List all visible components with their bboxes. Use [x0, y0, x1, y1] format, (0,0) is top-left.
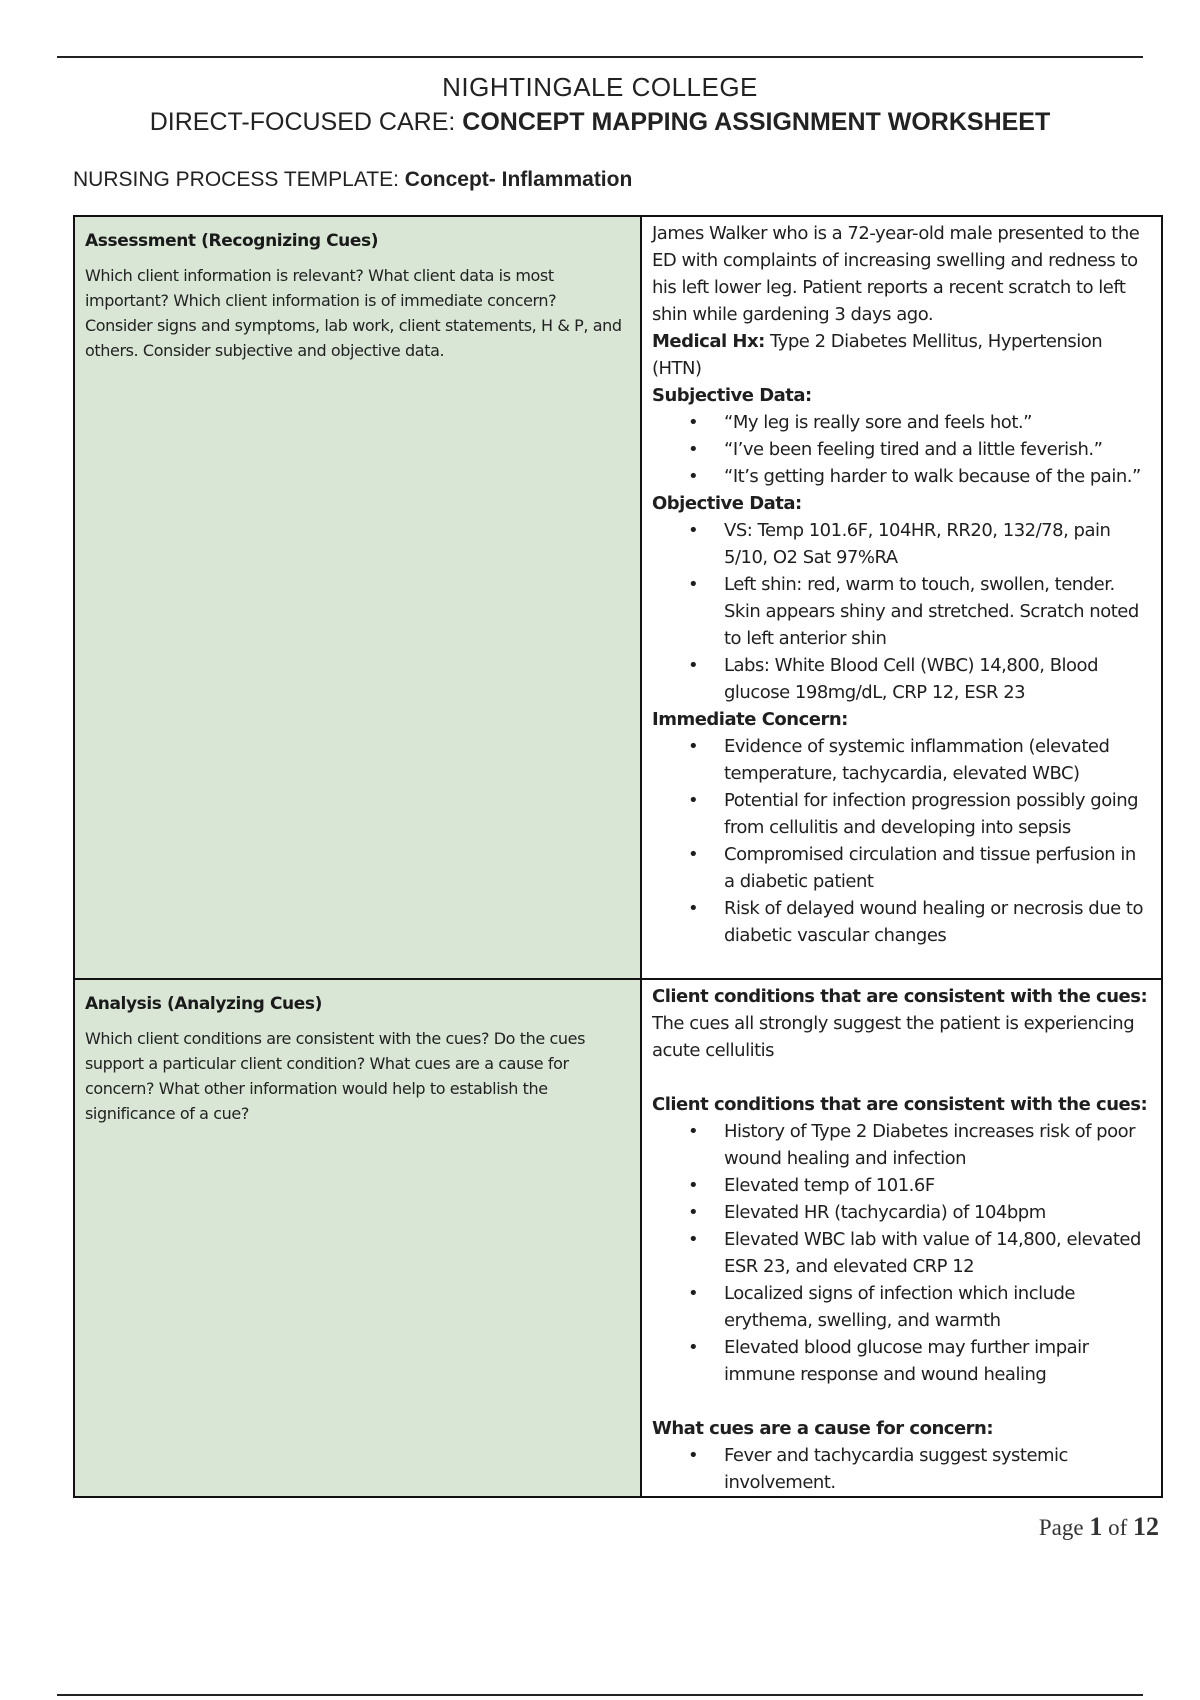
- list-item: • Potential for infection progression possibly going from cellulitis and developing into sepsis: [724, 787, 1151, 841]
- assessment-label-cell: [74, 216, 641, 979]
- list-item: • Elevated HR (tachycardia) of 104bpm: [724, 1199, 1151, 1226]
- concern-label: What cues are a cause for concern:: [652, 1418, 994, 1439]
- list-item: • “I’ve been feeling tired and a little feverish.”: [724, 436, 1151, 463]
- spacer: [652, 1388, 1151, 1415]
- spacer: [652, 1064, 1151, 1091]
- objective-list: [652, 517, 1151, 706]
- document-header: [0, 70, 1200, 140]
- list-item: • History of Type 2 Diabetes increases risk of poor wound healing and infection: [724, 1118, 1151, 1172]
- objective-label: Objective Data:: [652, 493, 802, 514]
- list-item: • Risk of delayed wound healing or necrosis due to diabetic vascular changes: [724, 895, 1151, 949]
- analysis-title: Analysis (Analyzing Cues): [85, 994, 322, 1014]
- college-name: NIGHTINGALE COLLEGE: [442, 72, 758, 102]
- page-total: 12: [1133, 1512, 1159, 1541]
- conditions-label-1: Client conditions that are consistent with the cues:: [652, 986, 1148, 1007]
- assessment-row: [74, 216, 1162, 979]
- list-item: • Elevated blood glucose may further impair immune response and wound healing: [724, 1334, 1151, 1388]
- subjective-label: Subjective Data:: [652, 385, 812, 406]
- page-current: 1: [1089, 1512, 1103, 1541]
- template-prefix: NURSING PROCESS TEMPLATE:: [73, 168, 405, 191]
- list-item: • “My leg is really sore and feels hot.”: [724, 409, 1151, 436]
- concern-list: [652, 1442, 1151, 1496]
- list-item: • Left shin: red, warm to touch, swollen, tender. Skin appears shiny and stretched. Scratch noted to left anterior shin: [724, 571, 1151, 652]
- conditions-text: The cues all strongly suggest the patient is experiencing acute cellulitis: [652, 1013, 1135, 1061]
- list-item: • VS: Temp 101.6F, 104HR, RR20, 132/78, pain 5/10, O2 Sat 97%RA: [724, 517, 1151, 571]
- list-item: • Labs: White Blood Cell (WBC) 14,800, Blood glucose 198mg/dL, CRP 12, ESR 23: [724, 652, 1151, 706]
- conditions-label-2: Client conditions that are consistent with the cues:: [652, 1094, 1148, 1115]
- medical-hx-value: Type 2 Diabetes Mellitus, Hypertension (HTN): [652, 331, 1103, 379]
- assessment-title: Assessment (Recognizing Cues): [85, 231, 379, 251]
- list-item: • Evidence of systemic inflammation (elevated temperature, tachycardia, elevated WBC): [724, 733, 1151, 787]
- assessment-content-cell: [641, 216, 1162, 979]
- assessment-description: Which client information is relevant? What client data is most important? Which client information is of immediate concern? Consider signs and symptoms, lab work, client statements, H & P, and others. Consider subjective and objective data.: [85, 266, 622, 360]
- analysis-content-cell: [641, 979, 1162, 1497]
- immediate-concern-label: Immediate Concern:: [652, 709, 848, 730]
- page-of: of: [1102, 1515, 1133, 1540]
- subtitle-prefix: DIRECT-FOCUSED CARE:: [149, 108, 463, 136]
- subtitle-bold: CONCEPT MAPPING ASSIGNMENT WORKSHEET: [462, 108, 1051, 136]
- immediate-concern-list: [652, 733, 1151, 949]
- list-item: • “It’s getting harder to walk because of the pain.”: [724, 463, 1151, 490]
- list-item: • Localized signs of infection which include erythema, swelling, and warmth: [724, 1280, 1151, 1334]
- analysis-row: [74, 979, 1162, 1497]
- analysis-description: Which client conditions are consistent with the cues? Do the cues support a particular client condition? What cues are a cause for concern? What other information would help to establish the significance of a cue?: [85, 1029, 586, 1123]
- list-item: • Fever and tachycardia suggest systemic involvement.: [724, 1442, 1151, 1496]
- conditions-list: [652, 1118, 1151, 1388]
- nursing-process-table: [73, 215, 1163, 1498]
- list-item: • Compromised circulation and tissue perfusion in a diabetic patient: [724, 841, 1151, 895]
- patient-intro: James Walker who is a 72-year-old male presented to the ED with complaints of increasing swelling and redness to his left lower leg. Patient reports a recent scratch to left shin while gardening 3 days ago.: [652, 223, 1140, 325]
- template-title: [73, 168, 632, 192]
- subjective-list: [652, 409, 1151, 490]
- template-concept: Concept- Inflammation: [404, 168, 633, 191]
- page-word: Page: [1038, 1515, 1090, 1540]
- list-item: • Elevated WBC lab with value of 14,800, elevated ESR 23, and elevated CRP 12: [724, 1226, 1151, 1280]
- top-rule: [57, 56, 1143, 58]
- list-item: • Elevated temp of 101.6F: [724, 1172, 1151, 1199]
- medical-hx-label: Medical Hx:: [652, 331, 765, 352]
- analysis-label-cell: [74, 979, 641, 1497]
- bottom-rule: [57, 1694, 1143, 1696]
- worksheet-subtitle: [0, 104, 1200, 140]
- medical-history: [652, 328, 1151, 382]
- page-number: [1039, 1512, 1159, 1542]
